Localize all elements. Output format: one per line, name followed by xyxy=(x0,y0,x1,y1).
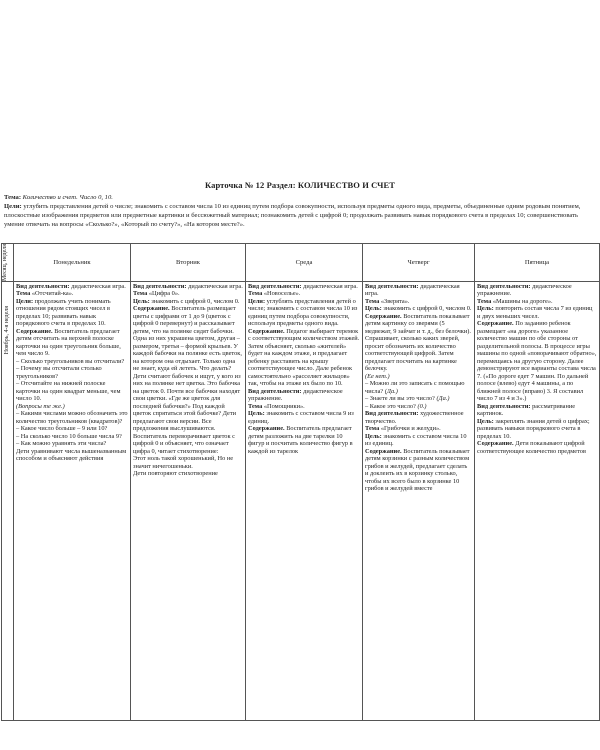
activity-text: Дети показывают цифрой соответствующее количество предметов xyxy=(477,440,586,455)
activity-note: (Да.) xyxy=(384,387,398,395)
activity-text: дидактическая игра. xyxy=(301,282,358,290)
activity-text: дидактическая игра. xyxy=(69,282,126,290)
activity-field-label: Цель: xyxy=(365,432,382,440)
activity-paragraph xyxy=(248,290,360,298)
activity-paragraph xyxy=(248,328,360,388)
activity-text: Дети считают бабочек и ищут, у кого из них на полянке нет цветка. Это бабочка на цветок 0. Почти все бабочки находят свои цветки. «Где же цветок для последней бабочки?» Под каждой цветок спрятаться этой бабочке? Дети предлагают свои версии. Все предложения выслушиваются. Воспитатель переворачивает цветок с цифрой 0 и объясняет, что означает цифра 0, читает стихотворение: xyxy=(133,372,241,455)
activity-field-label: Вид деятельности: xyxy=(477,282,531,290)
activity-note: (Да.) xyxy=(436,395,450,403)
tuesday-cell xyxy=(131,281,246,720)
activity-text: рассматривание картинок. xyxy=(477,402,576,418)
activity-field-label: Тема xyxy=(16,290,31,298)
activity-paragraph xyxy=(16,433,128,441)
activity-paragraph xyxy=(16,290,128,298)
activity-field-label: Цель: xyxy=(477,417,494,425)
activity-field-label: Содержание. xyxy=(248,425,285,433)
activity-text: Воспитатель предлагает детям разложить на две тарелки 10 фигур и посчитать количество фигур в каждой из тарелок xyxy=(248,425,353,455)
activity-paragraph xyxy=(16,380,128,403)
activity-paragraph xyxy=(133,373,243,456)
activity-paragraph xyxy=(133,290,243,298)
activity-field-label: Цели: xyxy=(16,297,34,305)
activity-paragraph xyxy=(248,298,360,328)
activity-paragraph xyxy=(16,403,128,411)
activity-text: дидактическая игра. xyxy=(365,282,460,298)
activity-text: дидактическое упражнение. xyxy=(477,282,572,298)
activity-paragraph xyxy=(477,418,597,441)
activity-text: «Грибочки и желуди». xyxy=(379,425,441,433)
activity-paragraph xyxy=(477,283,597,298)
activity-paragraph xyxy=(248,388,360,403)
column-thursday: Четверг xyxy=(363,244,475,282)
activity-paragraph xyxy=(16,425,128,433)
activity-field-label: Вид деятельности: xyxy=(16,282,70,290)
activity-text: «Зверята». xyxy=(379,297,410,305)
activity-paragraph xyxy=(365,305,472,313)
card-title: Карточка № 12 Раздел: КОЛИЧЕСТВО И СЧЕТ xyxy=(204,180,396,190)
activity-field-label: Тема xyxy=(248,290,263,298)
activity-text: По заданию ребенок размещает «на дороге» указанное количество машин по обе стороны от разделительной полосы. В процессе игры машины по одной «поворачивают обратно», перемещаясь на другую сторону. Далее демонстрируют все варианты состава числа 7. («По дороге едет 7 машин. По дальней полосе (влево) едут 4 машины, а по ближней полосе (вправо) 3. Я составил число 7 из 4 и 3».) xyxy=(477,320,597,403)
column-friday: Пятница xyxy=(475,244,600,282)
activity-paragraph xyxy=(16,365,128,380)
activity-text: знакомить с цифрой 0, числом 0. xyxy=(149,297,240,305)
activity-text: дидактическое упражнение. xyxy=(248,387,343,403)
goals-line xyxy=(4,202,594,229)
activity-paragraph xyxy=(477,298,597,306)
activity-field-label: Цель: xyxy=(477,305,494,313)
activity-field-label: Содержание. xyxy=(133,305,170,313)
activity-paragraph xyxy=(248,403,360,411)
goals-label: Цели: xyxy=(4,203,22,211)
activity-note: (0.) xyxy=(417,402,427,410)
activity-field-label: Содержание. xyxy=(365,447,402,455)
activity-text: – Как можно уравнять эти числа? xyxy=(16,440,107,448)
activity-field-label: Содержание. xyxy=(365,312,402,320)
activity-field-label: Вид деятельности: xyxy=(133,282,187,290)
theme-line xyxy=(4,193,594,202)
monday-cell xyxy=(14,281,131,720)
activity-text: повторить состав числа 7 из единиц и двух меньших чисел. xyxy=(477,305,593,320)
activity-text: – Какими числами можно обозначить это количество треугольников (квадратов)? xyxy=(16,410,128,425)
activity-text: Дети повторяют стихотворение xyxy=(133,470,218,478)
week-label: Ноябрь, 4-я неделя xyxy=(4,305,11,355)
activity-paragraph xyxy=(16,410,128,425)
activity-field-label: Тема xyxy=(477,297,492,305)
activity-paragraph xyxy=(248,283,360,291)
activity-paragraph xyxy=(477,403,597,418)
activity-text: – Сколько треугольников вы отсчитали? xyxy=(16,357,125,365)
activity-paragraph xyxy=(248,410,360,425)
activity-paragraph xyxy=(133,455,243,470)
activity-field-label: Вид деятельности: xyxy=(248,387,302,395)
week-row xyxy=(2,281,600,720)
activity-paragraph xyxy=(365,373,472,381)
activity-text: Дети уравнивают числа вышеназванным способом и объясняют действия xyxy=(16,447,127,463)
activity-field-label: Тема xyxy=(365,425,380,433)
activity-paragraph xyxy=(248,425,360,455)
header-row xyxy=(2,244,600,282)
activity-paragraph xyxy=(365,380,472,395)
activity-paragraph xyxy=(477,440,597,455)
activity-field-label: Вид деятельности: xyxy=(477,402,531,410)
activity-text: – На сколько число 10 больше числа 9? xyxy=(16,432,122,440)
activity-text: – Знаете ли вы это число? xyxy=(365,395,437,403)
week-cell xyxy=(2,281,14,720)
activity-field-label: Цели: xyxy=(248,297,266,305)
activity-paragraph xyxy=(365,283,472,298)
activity-text: углублять представления детей о числе; знакомить с составом числа 10 из единиц путем подбора совокупности, используя предметы одного вида. xyxy=(248,297,358,328)
activity-field-label: Содержание. xyxy=(477,320,514,328)
activity-field-label: Цель: xyxy=(133,297,150,305)
card-intro xyxy=(4,193,594,229)
column-tuesday: Вторник xyxy=(131,244,246,282)
activity-text: Педагог выбирает теремок с соответствующим количеством этажей. Затем объясняет, сколько «жителей» будет на каждом этаже, и предлагает ребенку расставить на крышу соответствующее число. Дале ребенок самостоятельно «расселяет жильцов» так, чтобы на этаже их было по 10. xyxy=(248,327,360,388)
activity-text: «Машины на дороге». xyxy=(491,297,553,305)
weekly-plan-table xyxy=(1,243,600,721)
activity-paragraph xyxy=(133,283,243,291)
month-week-label: Месяц, неделя xyxy=(2,244,8,281)
activity-field-label: Тема xyxy=(248,402,263,410)
activity-text: «Помощники». xyxy=(262,402,305,410)
activity-field-label: Вид деятельности: xyxy=(248,282,302,290)
activity-text: – Какое число больше – 9 или 10? xyxy=(16,425,108,433)
activity-paragraph xyxy=(365,425,472,433)
activity-paragraph xyxy=(477,320,597,403)
month-week-header xyxy=(2,244,14,282)
activity-field-label: Содержание. xyxy=(477,440,514,448)
activity-field-label: Тема xyxy=(133,290,148,298)
activity-text: – Какое это число? xyxy=(365,402,418,410)
activity-paragraph xyxy=(365,395,472,403)
theme-text: Количество и счет. Число 0, 10. xyxy=(22,194,113,201)
friday-cell xyxy=(475,281,600,720)
activity-paragraph xyxy=(365,298,472,306)
activity-field-label: Цель: xyxy=(365,305,382,313)
activity-paragraph xyxy=(16,328,128,358)
activity-text: художественное творчество. xyxy=(365,410,464,425)
theme-label: Тема: xyxy=(4,194,22,201)
activity-paragraph xyxy=(133,470,243,478)
activity-paragraph xyxy=(16,283,128,291)
activity-text: – Можно ли это записать с помощью числа? xyxy=(365,380,465,395)
activity-paragraph xyxy=(365,448,472,493)
activity-text: Воспитатель показывает детям корзинки с разным количеством грибов и желудей, предлагает сделать и доклеить их в корзинку столько, чтобы их всего было в корзинке 10 грибов и желудей вместе xyxy=(365,447,470,493)
activity-paragraph xyxy=(16,440,128,448)
activity-paragraph xyxy=(365,313,472,373)
activity-text: «Цифра 0». xyxy=(147,290,180,298)
activity-paragraph xyxy=(16,448,128,463)
goals-text: углубить представления детей о числе; знакомить с составом числа 10 из единиц путем подбора совокупности, используя предметы одного вида, предметы, объединенные одним родовым понятием, плоскостные изображения предметов или предметные картинки и бессюжетный материал; познакомить детей с цифрой 0; продолжать развивать навык порядкового счета в пределах 10; совершенствовать умение отвечать на вопросы «Сколько?», «Который по счету?», «На котором месте?». xyxy=(4,203,581,229)
thursday-cell xyxy=(363,281,475,720)
activity-paragraph xyxy=(365,433,472,448)
activity-paragraph xyxy=(16,358,128,366)
activity-paragraph xyxy=(365,410,472,425)
activity-paragraph xyxy=(16,298,128,328)
activity-text: – Почему вы отсчитали столько треугольников? xyxy=(16,365,102,380)
activity-paragraph xyxy=(133,298,243,306)
activity-text: «Отсчитай-ка». xyxy=(30,290,74,298)
activity-text: знакомить с составом числа 10 из единиц. xyxy=(365,432,467,448)
activity-text: Этот ноль такой хорошенький, Но не значит ничегошеньки. xyxy=(133,455,234,470)
activity-text: Воспитатель предлагает детям отсчитать на верхней полоске карточки на один треугольник больше, чем число 9. xyxy=(16,327,121,358)
activity-paragraph xyxy=(365,403,472,411)
activity-field-label: Цель: xyxy=(248,410,265,418)
activity-note: (Вопросы те же.) xyxy=(16,402,65,410)
activity-text: Воспитатель показывает детям картинку со зверями (5 медвежат, 9 зайчат и т. д., без белочки). Спрашивает, сколько каких зверей, просит обозначить их количество соответствующей цифрой. Затем предлагает посчитать на картинке белочку. xyxy=(365,312,471,373)
column-monday: Понедельник xyxy=(14,244,131,282)
activity-note: (Ее нет.) xyxy=(365,372,390,380)
activity-text: – Отсчитайте на нижней полоске карточки на один квадрат меньше, чем число 10. xyxy=(16,380,121,403)
activity-field-label: Содержание. xyxy=(248,327,285,335)
activity-field-label: Вид деятельности: xyxy=(365,410,419,418)
activity-text: «Новоселье». xyxy=(262,290,301,298)
activity-text: дидактическая игра. xyxy=(186,282,243,290)
activity-text: знакомить с составом числа 9 из единиц. xyxy=(248,410,354,425)
activity-text: закреплять знания детей о цифрах; развивать навыки порядкового счета в пределах 10. xyxy=(477,417,590,440)
activity-field-label: Вид деятельности: xyxy=(365,282,419,290)
activity-paragraph xyxy=(133,305,243,373)
activity-text: знакомить с цифрой 0, числом 0. xyxy=(381,305,472,313)
column-wednesday: Среда xyxy=(246,244,363,282)
activity-paragraph xyxy=(477,305,597,320)
activity-text: продолжать учить понимать отношения рядом стоящих чисел в пределах 10; развивать навык порядкового счета в пределах 10. xyxy=(16,297,111,328)
activity-text: Воспитатель размещает цветы с цифрами от 1 до 9 (цветок с цифрой 0 перевернут) и рассказывает детям, что на полянке сидят бабочки. Одна из них украшена цветом, другая – размером, третья – формой крыльев. У каждой бабочки на полянке есть цветок, на котором она отдыхает. Только одна не знает, куда ей лететь. Что делать? xyxy=(133,305,242,373)
activity-field-label: Содержание. xyxy=(16,327,53,335)
wednesday-cell xyxy=(246,281,363,720)
activity-field-label: Тема xyxy=(365,297,380,305)
